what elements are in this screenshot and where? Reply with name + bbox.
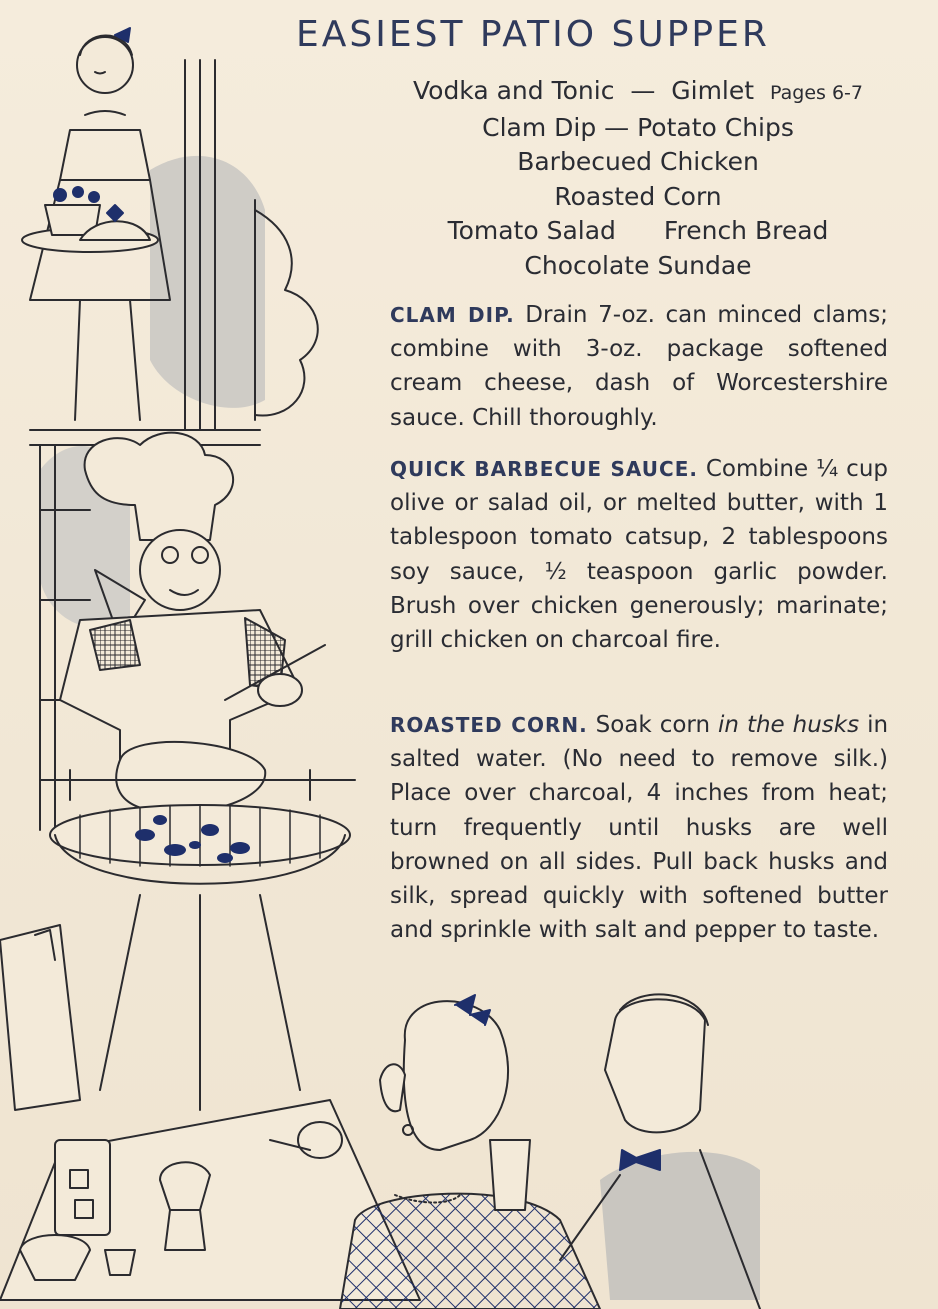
recipe-heading: ROASTED CORN.: [390, 713, 588, 737]
recipe-clam-dip: [390, 298, 888, 435]
pages-reference: Pages 6-7: [770, 82, 863, 104]
recipe-heading: CLAM DIP.: [390, 303, 515, 327]
menu-list: [388, 74, 888, 283]
recipe-heading: QUICK BARBECUE SAUCE.: [390, 457, 698, 481]
menu-item-barbecued-chicken: Barbecued Chicken: [517, 147, 759, 176]
recipe-barbecue-sauce: [390, 452, 888, 657]
menu-line-salad-bread: [388, 214, 888, 249]
recipe-text-rest: in salted water. (No need to remove silk.) Place over charcoal, 4 inches from heat; turn frequently until husks are well browned on all sides. Pull back husks and silk, spread quickly with softened butter and sprinkle with salt and pepper to taste.: [390, 712, 889, 944]
menu-separator: —: [630, 76, 656, 105]
menu-line-drinks: [388, 74, 888, 111]
menu-item-gimlet: Gimlet: [671, 76, 755, 105]
recipe-text: Drain 7-oz. can minced clams; combine with 3-oz. package softened cream cheese, dash of Worcestershire sauce. Chill thoroughly.: [390, 302, 888, 431]
recipe-text-start: Soak corn: [595, 712, 711, 738]
recipe-text: Combine ¼ cup olive or salad oil, or melted butter, with 1 tablespoon tomato catsup, 2 tablespoons soy sauce, ½ teaspoon garlic powder. Brush over chicken generously; marinate; grill chicken on charcoal fire.: [390, 456, 889, 654]
menu-item-roasted-corn: Roasted Corn: [554, 181, 722, 211]
menu-item-tomato-salad: Tomato Salad: [447, 216, 616, 245]
page-title: EASIEST PATIO SUPPER: [296, 14, 770, 55]
recipe-roasted-corn: [390, 708, 888, 947]
menu-item-chocolate-sundae: Chocolate Sundae: [524, 250, 752, 280]
recipe-text-italic: in the husks: [718, 712, 860, 738]
menu-item-vodka-tonic: Vodka and Tonic: [412, 76, 615, 105]
menu-item-french-bread: French Bread: [663, 216, 829, 245]
menu-item-clam-dip: Clam Dip — Potato Chips: [482, 112, 794, 142]
